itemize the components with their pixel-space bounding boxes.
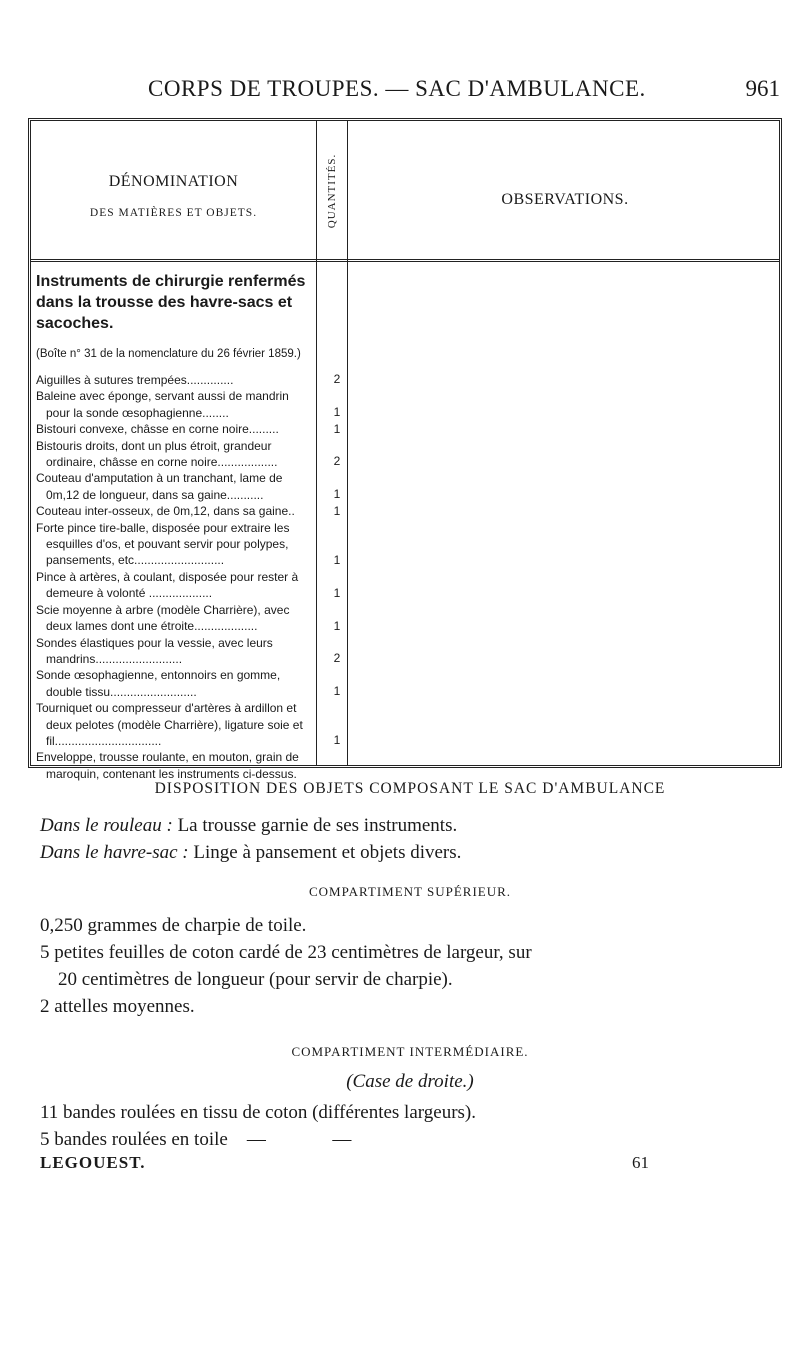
quantity-value: 2 <box>333 454 341 469</box>
footer-signature: 61 <box>632 1153 649 1172</box>
table-row: Tourniquet ou compresseur d'artères à ardillon et deux pelotes (modèle Charrière), ligature soie et fil................................ <box>36 701 303 748</box>
havre-text: Linge à pansement et objets divers. <box>188 842 462 863</box>
quantity-value: 1 <box>333 684 341 699</box>
sup-lines <box>40 912 780 1020</box>
quantity-value: 2 <box>333 372 341 387</box>
roll-label: Dans le rouleau : <box>40 815 173 836</box>
quantity-value: 2 <box>333 651 341 666</box>
roll-text: La trousse garnie de ses instruments. <box>172 815 458 836</box>
disposition-heading: DISPOSITION DES OBJETS COMPOSANT LE SAC D'AMBULANCE <box>154 780 666 797</box>
table-row: Bistouris droits, dont un plus étroit, grandeur ordinaire, châsse en corne noire.................. <box>36 438 278 470</box>
table-row: Aiguilles à sutures trempées.............. <box>36 373 234 387</box>
table-row: Sondes élastiques pour la vessie, avec leurs mandrins.......................... <box>36 635 273 666</box>
sup-line-3: 20 centimètres de longueur (pour servir de charpie). <box>58 969 453 990</box>
footer <box>40 1153 780 1177</box>
header-divider <box>31 259 779 262</box>
item-list <box>36 372 308 782</box>
compartiment-intermediaire: COMPARTIMENT INTERMÉDIAIRE. <box>291 1044 529 1059</box>
table-row: Enveloppe, trousse roulante, en mouton, grain de maroquin, contenant les instruments ci-dessus. <box>36 750 299 781</box>
quantity-value: 1 <box>333 618 341 633</box>
quantity-value: 1 <box>333 503 341 518</box>
quantity-value: 1 <box>333 405 341 420</box>
quantity-value: 1 <box>333 733 341 748</box>
page-number: 961 <box>745 76 780 101</box>
page-header <box>40 76 780 106</box>
compartiment-superieur: COMPARTIMENT SUPÉRIEUR. <box>308 884 512 899</box>
table-row: Couteau inter-osseux, de 0m,12, dans sa gaine.. <box>36 504 295 519</box>
column-header-denomination: DÉNOMINATION <box>108 173 239 190</box>
inter-line-1: 11 bandes roulées en tissu de coton (différentes largeurs). <box>40 1102 476 1123</box>
section-note: (Boîte n° 31 de la nomenclature du 26 février 1859.) <box>36 348 301 360</box>
quantity-value: 1 <box>333 421 341 436</box>
sup-line-4: 2 attelles moyennes. <box>40 996 195 1017</box>
table-row: Forte pince tire-balle, disposée pour extraire les esquilles d'os, et pouvant servir pour polypes, pansements, etc........................... <box>36 520 290 568</box>
quantity-value: 1 <box>333 487 341 502</box>
column-header-denomination-sub: DES MATIÈRES ET OBJETS. <box>89 207 258 219</box>
running-title: CORPS DE TROUPES. — SAC D'AMBULANCE. <box>148 76 646 101</box>
inventory-table <box>28 118 782 781</box>
column-header-quantites <box>317 131 347 251</box>
table-row: Scie moyenne à arbre (modèle Charrière), avec deux lames dont une étroite................... <box>36 602 290 634</box>
havre-label: Dans le havre-sac : <box>40 842 189 863</box>
sup-line-2: 5 petites feuilles de coton cardé de 23 centimètres de largeur, sur <box>40 942 532 963</box>
inter-lines <box>40 1099 780 1153</box>
section-title: Instruments de chirurgie renfermés dans la trousse des havre-sacs et sacoches. <box>36 273 306 332</box>
quantity-value: 1 <box>333 552 341 567</box>
quantity-value: 1 <box>333 585 341 600</box>
inter-line-2: 5 bandes roulées en toile — — <box>40 1129 352 1150</box>
case-droite <box>40 1068 780 1095</box>
lower-section <box>40 780 780 1177</box>
column-header-observations: OBSERVATIONS. <box>501 191 629 208</box>
table-row: Pince à artères, à coulant, disposée pour rester à demeure à volonté ................... <box>36 569 299 601</box>
roll-line <box>40 812 780 839</box>
table-row: Couteau d'amputation à un tranchant, lame de 0m,12 de longueur, dans sa gaine........... <box>36 471 283 502</box>
table-row: Baleine avec éponge, servant aussi de mandrin pour la sonde œsophagienne........ <box>36 389 289 420</box>
sup-line-1: 0,250 grammes de charpie de toile. <box>40 915 307 936</box>
table-row: Sonde œsophagienne, entonnoirs en gomme, double tissu.......................... <box>36 668 281 699</box>
column-header-quantites-label: QUANTITÉS. <box>326 153 338 229</box>
table-row: Bistouri convexe, châsse en corne noire......... <box>36 422 279 437</box>
havre-line <box>40 839 780 866</box>
table-body <box>36 271 341 782</box>
footer-author: LEGOUEST. <box>40 1153 146 1172</box>
case-droite-text: (Case de droite.) <box>346 1071 474 1092</box>
column-divider-2 <box>347 121 348 765</box>
